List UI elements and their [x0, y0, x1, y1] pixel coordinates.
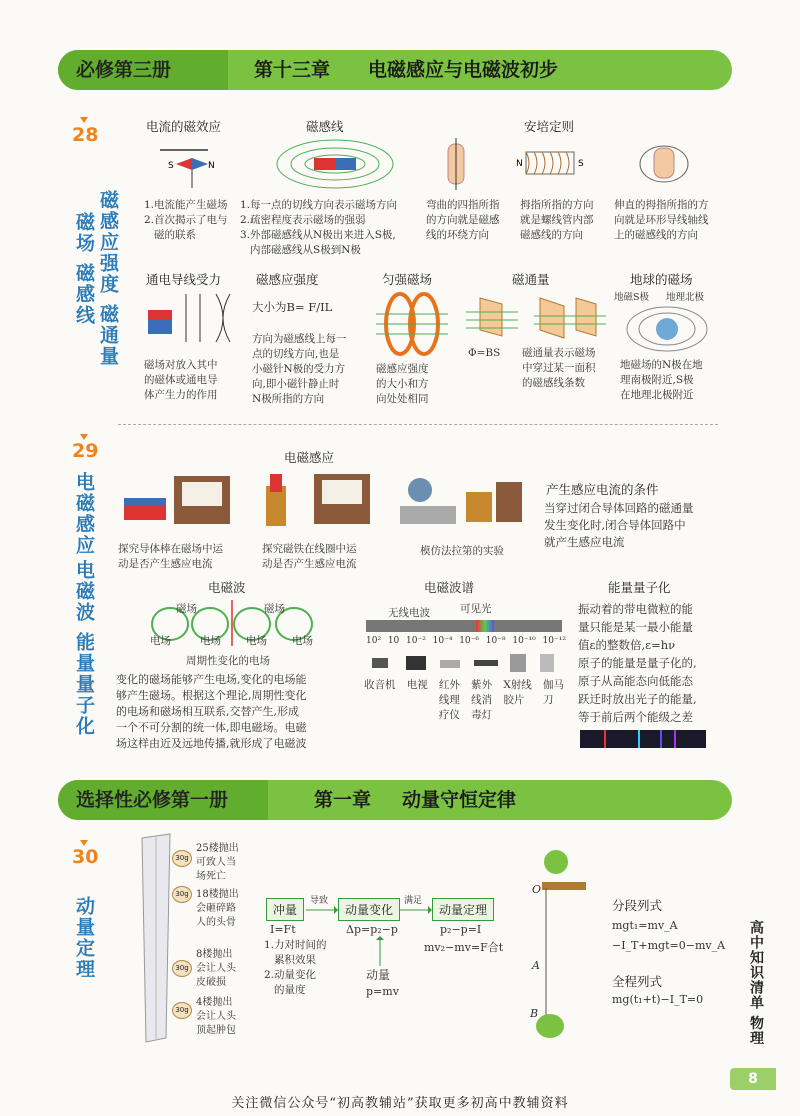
item-desc: 拇指所指的方向 就是螺线管内部 磁感线的方向	[520, 199, 594, 241]
section-marker	[80, 117, 88, 123]
height-note: 8楼抛出 会让人头 皮破损	[196, 949, 236, 988]
chapter-title: 动量守恒定律	[402, 789, 517, 811]
item-head: 分段列式	[612, 898, 663, 913]
solenoid-illustration	[512, 136, 588, 192]
tick: 10⁻⁴	[432, 636, 453, 646]
section-title-b: 电磁波	[73, 560, 95, 623]
item-head: 安培定则	[524, 119, 575, 134]
use: 电视	[406, 679, 428, 691]
uniform-field-illustration	[372, 290, 452, 360]
arrow-label: 导致	[310, 896, 329, 906]
tick: 10⁻⁸	[485, 636, 506, 646]
formula: Δp=p₂−p	[346, 923, 398, 936]
side-label: 高中知识清单 物理	[748, 920, 764, 1046]
momentum-change-box: 动量变化	[338, 898, 400, 921]
theorem-box: 动量定理	[432, 898, 494, 921]
tick: 10²	[366, 636, 382, 646]
impulse-notes: 1.力对时间的 累积效果 2.动量变化 的量度	[264, 939, 327, 996]
impulse-box: 冲量	[266, 898, 304, 921]
wave-label: 电场	[200, 635, 221, 647]
footer-note: 关注微信公众号“初高教辅站”获取更多初高中教辅资料	[231, 1096, 569, 1111]
section-title-c: 能量量子化	[73, 632, 95, 737]
spectrum-ticks	[366, 634, 566, 649]
point-label: O	[532, 883, 542, 896]
ring-current-illustration	[626, 136, 702, 192]
egg: 30g	[172, 886, 192, 903]
item-head: 匀强磁场	[382, 272, 433, 287]
thumb-illustration	[426, 136, 488, 192]
arrow	[400, 906, 432, 914]
wave-caption: 周期性变化的电场	[186, 655, 270, 667]
arrow-label: 满足	[404, 896, 423, 906]
egg: 30g	[172, 960, 192, 977]
experiment-2	[258, 466, 378, 536]
formula: Φ=BS	[468, 347, 501, 359]
section-title-b: 磁感应强度 磁通量	[97, 190, 119, 367]
formula: mgt₁=mv_A	[612, 919, 678, 932]
spectrum-visible: 可见光	[460, 603, 492, 615]
spectrum-bar	[366, 620, 562, 632]
flux-illustration-a	[462, 294, 522, 340]
item-head: 产生感应电流的条件	[546, 482, 659, 497]
wave-label: 电场	[150, 635, 171, 647]
height-note: 18楼抛出 会砸碎路 人的头骨	[196, 889, 239, 928]
item-desc: 磁场对放入其中 的磁体或通电导 体产生力的作用	[144, 359, 218, 401]
item-desc: 探究导体棒在磁场中运 动是否产生感应电流	[118, 543, 223, 570]
formula: p=mv	[366, 985, 399, 998]
conductor-force-illustration	[140, 290, 240, 346]
item-head: 电流的磁效应	[146, 119, 222, 134]
spectrum-devices	[370, 652, 560, 674]
item-head: 磁感应强度	[256, 272, 319, 287]
compass-illustration	[146, 136, 222, 192]
tick: 10	[387, 636, 400, 646]
item-head: 能量量子化	[608, 580, 671, 595]
earth-label: 地磁S极	[614, 292, 650, 303]
formula: −I_T+mgt=0−mv_A	[612, 939, 726, 952]
chapter-banner	[58, 780, 732, 820]
item-desc: 1.每一点的切线方向表示磁场方向 2.疏密程度表示磁场的强弱 3.外部磁感线从N极出来进入S极, 内部磁感线从S极到N极	[240, 199, 398, 256]
item-head: 全程列式	[612, 974, 663, 989]
wave-label: 电场	[246, 635, 267, 647]
item-desc: 地磁场的N极在地 理南极附近,S极 在地理北极附近	[620, 359, 703, 401]
tick: 10⁻¹²	[542, 636, 566, 646]
point-label: A	[532, 959, 540, 972]
faraday-experiment	[396, 472, 526, 536]
section-title-a: 磁场 磁感线	[73, 212, 95, 326]
section-number: 30	[72, 846, 99, 868]
item-head: 通电导线受力	[146, 272, 222, 287]
item-desc: 弯曲的四指所指 的方向就是磁感 线的环绕方向	[426, 199, 500, 241]
section-title: 动量定理	[73, 896, 95, 980]
divider	[118, 424, 718, 425]
item-head: 磁感线	[306, 119, 344, 134]
chapter-banner	[58, 50, 732, 90]
chapter-number: 第十三章	[254, 59, 331, 81]
tick: 10⁻⁶	[459, 636, 480, 646]
use: 收音机	[364, 679, 396, 691]
use: X射线 胶片	[503, 679, 532, 706]
egg: 30g	[172, 850, 192, 867]
item-desc: 磁感应强度 的大小和方 向处处相同	[376, 363, 429, 405]
earth-label: 地理北极	[666, 292, 705, 303]
item-head: 电磁波	[208, 580, 246, 595]
item-desc: 振动着的带电微粒的能 量只能是某一最小能量 值ε的整数倍,ε=hν 原子的能量是量子化的, 原子从高能态向低能态 跃迁时放出光子的能量, 等于前后两个能级之差	[578, 602, 697, 724]
earth-field-illustration	[622, 304, 712, 354]
item-head: 电磁波谱	[424, 580, 475, 595]
formula: 大小为B= F/IL	[252, 300, 333, 314]
egg: 30g	[172, 1002, 192, 1019]
item-head: 磁通量	[512, 272, 550, 287]
book-label: 必修第三册	[58, 50, 228, 90]
flux-illustration-b	[530, 294, 610, 340]
svg-text:S: S	[168, 161, 174, 171]
experiment-1	[120, 468, 240, 534]
svg-text:N: N	[208, 161, 215, 171]
wave-label: 磁场	[176, 603, 197, 615]
chapter-title: 电磁感应与电磁波初步	[368, 59, 559, 81]
formula: mg(t₁+t)−I_T=0	[612, 993, 704, 1006]
chapter-number: 第一章	[314, 789, 372, 811]
height-note: 4楼抛出 会让人头 顶起肿包	[196, 997, 236, 1036]
height-note: 25楼抛出 可致人当 场死亡	[196, 843, 239, 882]
item-desc: 磁通量表示磁场 中穿过某一面积 的磁感线条数	[522, 347, 596, 389]
pendulum-illustration	[516, 848, 596, 1044]
item-desc: 1.电流能产生磁场 2.首次揭示了电与 磁的联系	[144, 199, 228, 241]
svg-text:N: N	[516, 159, 523, 169]
use: 红外 线理 疗仪	[438, 679, 460, 721]
momentum-label: 动量	[366, 968, 391, 982]
magnetic-field-lines	[270, 136, 400, 192]
arrow-up	[376, 936, 384, 966]
wave-label: 磁场	[264, 603, 285, 615]
section-number: 29	[72, 440, 99, 462]
page-number: 8	[730, 1068, 776, 1090]
arrow	[306, 906, 338, 914]
formula: p₂−p=I	[440, 923, 482, 936]
use: 伽马 刀	[543, 679, 564, 706]
item-desc: 方向为磁感线上每一 点的切线方向,也是 小磁针N极的受力方 向,即小磁针静止时 N极所指的方向	[252, 333, 347, 405]
item-head: 电磁感应	[284, 450, 335, 465]
spectrum-uses	[364, 678, 564, 723]
section-title-a: 电磁感应	[73, 472, 95, 556]
book-label: 选择性必修第一册	[58, 780, 268, 820]
item-desc: 模仿法拉第的实验	[420, 545, 504, 557]
spectrum-radio: 无线电波	[388, 607, 430, 619]
spectral-lines	[580, 730, 706, 748]
item-desc: 探究磁铁在线圈中运 动是否产生感应电流	[262, 543, 357, 570]
tick: 10⁻²	[406, 636, 426, 646]
svg-text:S: S	[578, 159, 584, 169]
formula: mv₂−mv=F合t	[424, 941, 504, 954]
use: 紫外 线消 毒灯	[471, 679, 493, 721]
item-head: 地球的磁场	[630, 272, 693, 287]
item-desc: 伸直的拇指所指的方 向就是环形导线轴线 上的磁感线的方向	[614, 199, 709, 241]
point-label: B	[530, 1007, 539, 1020]
item-desc: 变化的磁场能够产生电场,变化的电场能 够产生磁场。根据这个理论,周期性变化 的电场和磁场相互联系,交替产生,形成 一个不可分割的统一体,即电磁场。电磁 场这样由近及远地传播,就形成了电磁波	[116, 673, 307, 750]
item-desc: 当穿过闭合导体回路的磁通量 发生变化时,闭合导体回路中 就产生感应电流	[544, 501, 694, 549]
wave-label: 电场	[292, 635, 313, 647]
tick: 10⁻¹⁰	[512, 636, 536, 646]
formula: I=Ft	[270, 923, 296, 936]
section-number: 28	[72, 124, 99, 146]
